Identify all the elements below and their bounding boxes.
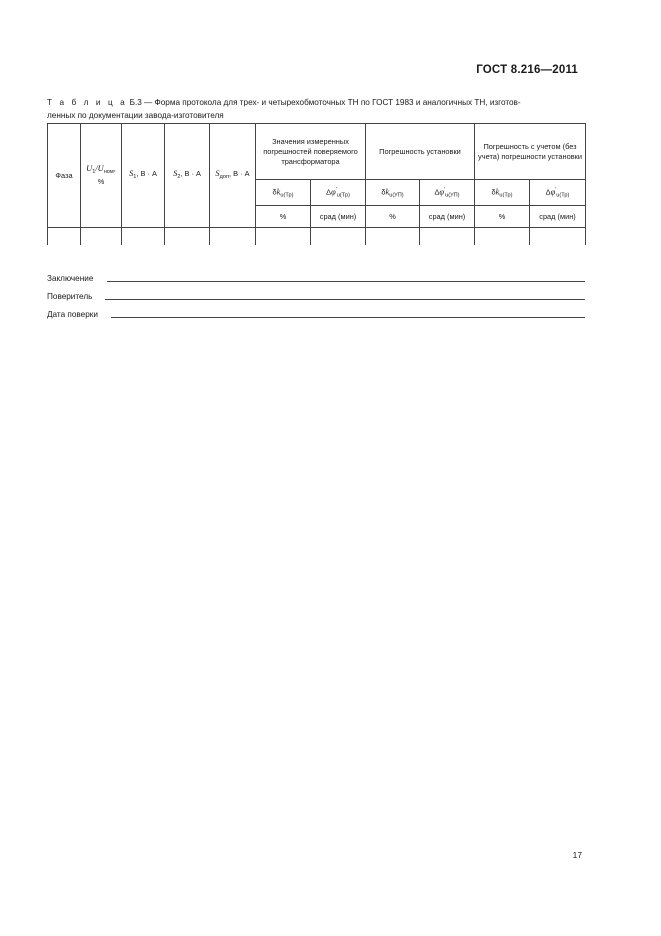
header-voltage-ratio: $U_1/U_{ном}$, % [81, 124, 122, 228]
symbol-cell: $\delta k_{u(Тр)}$ [475, 180, 530, 206]
conclusion-fill-line [107, 281, 585, 282]
empty-cell [530, 228, 586, 245]
table-caption [47, 96, 585, 122]
table-row-empty [48, 228, 586, 245]
unit-cell: % [366, 206, 420, 228]
empty-cell [311, 228, 366, 245]
header-row-groups [48, 124, 586, 180]
header-group-measured-errors: Значения измеренных погрешностей поверяемого трансформатора [256, 124, 366, 180]
verifier-fill-line [105, 299, 585, 300]
date-line [47, 310, 585, 319]
header-group-setup-error: Погрешность установки [366, 124, 475, 180]
empty-cell [256, 228, 311, 245]
unit-cell: срад (мин) [311, 206, 366, 228]
header-s1: $S_1$, В · А [122, 124, 165, 228]
empty-cell [420, 228, 475, 245]
empty-cell [475, 228, 530, 245]
unit-cell: срад (мин) [530, 206, 586, 228]
caption-label: Т а б л и ц а [47, 98, 128, 107]
verifier-line [47, 292, 585, 301]
empty-cell [81, 228, 122, 245]
header-phase: Фаза [48, 124, 81, 228]
symbol-cell: $\delta k_{u(Тр)}$ [256, 180, 311, 206]
caption-text: Б.3 — Форма протокола для трех- и четырехобмоточных ТН по ГОСТ 1983 и аналогичных ТН, изготов- [127, 98, 521, 107]
unit-cell: % [256, 206, 311, 228]
unit-cell: срад (мин) [420, 206, 475, 228]
empty-cell [122, 228, 165, 245]
header-group-corrected-error: Погрешность с учетом (без учета) погрешности установки [475, 124, 586, 180]
symbol-cell: $\delta k_{u(УП)}$ [366, 180, 420, 206]
header-sdop: $S_{доп}$, В · А [210, 124, 256, 228]
date-fill-line [111, 317, 585, 318]
unit-cell: % [475, 206, 530, 228]
symbol-cell: $\Delta\varphi'_{u(УП)}$ [420, 180, 475, 206]
symbol-cell: $\Delta\varphi'_{u(Тр)}$ [311, 180, 366, 206]
symbol-cell: $\Delta\varphi'_{u(Тр)}$ [530, 180, 586, 206]
verifier-label: Поверитель [47, 292, 93, 301]
protocol-table [47, 123, 586, 245]
empty-cell [210, 228, 256, 245]
empty-cell [165, 228, 210, 245]
caption-text-continued: ленных по документации завода-изготовителя [47, 111, 224, 120]
conclusion-label: Заключение [47, 274, 94, 283]
conclusion-line [47, 274, 585, 283]
standard-designation: ГОСТ 8.216—2011 [476, 64, 578, 76]
empty-cell [48, 228, 81, 245]
page-number: 17 [572, 850, 582, 860]
date-label: Дата поверки [47, 310, 98, 319]
empty-cell [366, 228, 420, 245]
header-s2: $S_2$, В · А [165, 124, 210, 228]
